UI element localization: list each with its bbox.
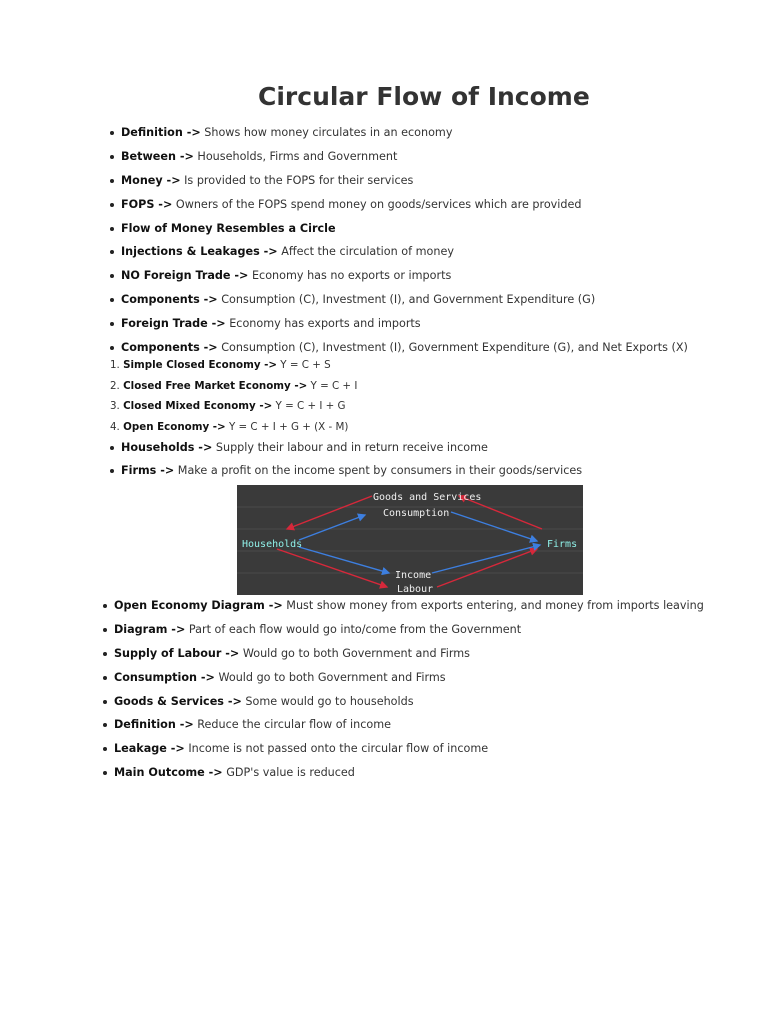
item-text: Part of each flow would go into/come from the Government bbox=[185, 622, 522, 636]
list-item bbox=[121, 126, 688, 150]
item-term: Between -> bbox=[121, 149, 194, 163]
item-text: Reduce the circular flow of income bbox=[193, 718, 392, 732]
item-text: Households, Firms and Government bbox=[193, 149, 398, 163]
bullet-icon bbox=[110, 155, 114, 159]
bullet-icon bbox=[103, 652, 107, 656]
bullet-icon bbox=[110, 227, 114, 231]
item-term: Components -> bbox=[121, 341, 218, 355]
goods-services-label: Goods and Services bbox=[373, 492, 482, 503]
bullet-icon bbox=[110, 298, 114, 302]
item-text: Would go to both Government and Firms bbox=[214, 670, 446, 684]
list-item bbox=[121, 198, 688, 222]
consumption-label: Consumption bbox=[383, 508, 450, 519]
list-item bbox=[121, 174, 688, 198]
bullet-icon bbox=[103, 700, 107, 704]
item-text: Some would go to households bbox=[241, 694, 414, 708]
item-term: Closed Mixed Economy -> bbox=[123, 400, 273, 412]
bullet-icon bbox=[103, 723, 107, 727]
numbered-item bbox=[110, 359, 357, 380]
list-item bbox=[121, 464, 582, 487]
title-container bbox=[0, 82, 768, 118]
item-term: Components -> bbox=[121, 293, 218, 307]
list-item bbox=[114, 766, 704, 790]
bullet-icon bbox=[110, 250, 114, 254]
item-term: Money -> bbox=[121, 173, 181, 187]
item-text: Would go to both Government and Firms bbox=[239, 646, 470, 660]
list-item bbox=[114, 623, 704, 647]
open-economy-list bbox=[114, 599, 704, 790]
bullet-icon bbox=[103, 676, 107, 680]
list-item bbox=[121, 222, 688, 246]
item-term: Open Economy -> bbox=[123, 420, 226, 433]
list-item bbox=[114, 671, 704, 695]
list-item bbox=[114, 647, 704, 671]
list-item bbox=[121, 317, 688, 341]
bullet-icon bbox=[103, 771, 107, 775]
item-text: Consumption (C), Investment (I), Government Expenditure (G), and Net Exports (X) bbox=[217, 341, 688, 355]
item-text: Consumption (C), Investment (I), and Government Expenditure (G) bbox=[217, 293, 596, 307]
item-term: NO Foreign Trade -> bbox=[121, 269, 249, 283]
numbered-item bbox=[110, 380, 357, 401]
equations-list bbox=[110, 359, 357, 441]
item-term: Diagram -> bbox=[114, 622, 186, 636]
item-term: FOPS -> bbox=[121, 197, 173, 211]
list-item bbox=[121, 293, 688, 317]
item-text: Supply their labour and in return receive income bbox=[212, 441, 488, 454]
list-item bbox=[121, 341, 688, 359]
goods-flow-left bbox=[287, 496, 372, 529]
bullet-icon bbox=[110, 322, 114, 326]
list-item bbox=[121, 269, 688, 293]
bullet-icon bbox=[110, 446, 114, 450]
item-text: Y = C + I + G + (X - M) bbox=[225, 420, 349, 433]
numbered-item bbox=[110, 421, 357, 442]
numbered-item bbox=[110, 400, 357, 421]
bullet-icon bbox=[103, 604, 107, 608]
bullet-icon bbox=[103, 747, 107, 751]
item-number: 1. bbox=[110, 359, 120, 371]
item-term: Firms -> bbox=[121, 464, 175, 477]
item-text: Economy has exports and imports bbox=[225, 317, 421, 331]
labour-label: Labour bbox=[397, 584, 434, 595]
consumption-flow-right bbox=[451, 512, 537, 541]
item-text: GDP's value is reduced bbox=[222, 766, 355, 780]
item-term: Goods & Services -> bbox=[114, 694, 242, 708]
page-title: Circular Flow of Income bbox=[258, 82, 590, 111]
sectors-list bbox=[121, 441, 582, 487]
list-item bbox=[114, 695, 704, 719]
consumption-flow-left bbox=[299, 515, 365, 540]
firms-label: Firms bbox=[547, 539, 578, 550]
list-item bbox=[121, 441, 582, 464]
item-text: Is provided to the FOPS for their services bbox=[180, 173, 414, 187]
item-term: Foreign Trade -> bbox=[121, 317, 226, 331]
bullet-icon bbox=[103, 628, 107, 632]
definitions-list bbox=[121, 126, 688, 359]
bullet-icon bbox=[110, 469, 114, 473]
list-item bbox=[114, 742, 704, 766]
list-item bbox=[114, 718, 704, 742]
item-text: Affect the circulation of money bbox=[277, 245, 454, 259]
item-text: Must show money from exports entering, and money from imports leaving bbox=[282, 599, 704, 612]
item-text: Make a profit on the income spent by consumers in their goods/services bbox=[174, 464, 583, 477]
item-number: 2. bbox=[110, 379, 120, 392]
list-item bbox=[114, 599, 704, 623]
item-number: 3. bbox=[110, 400, 120, 412]
item-term: Supply of Labour -> bbox=[114, 646, 240, 660]
item-term: Injections & Leakages -> bbox=[121, 245, 278, 259]
item-term: Leakage -> bbox=[114, 742, 185, 756]
item-term: Flow of Money Resembles a Circle bbox=[121, 221, 336, 235]
item-term: Closed Free Market Economy -> bbox=[123, 379, 308, 392]
list-item bbox=[121, 150, 688, 174]
item-term: Definition -> bbox=[121, 126, 201, 139]
bullet-icon bbox=[110, 274, 114, 278]
bullet-icon bbox=[110, 131, 114, 135]
bullet-icon bbox=[110, 179, 114, 183]
item-text: Owners of the FOPS spend money on goods/services which are provided bbox=[172, 197, 582, 211]
item-term: Definition -> bbox=[114, 718, 194, 732]
bullet-icon bbox=[110, 346, 114, 350]
item-text: Y = C + S bbox=[277, 359, 331, 371]
item-text: Y = C + I bbox=[307, 379, 358, 392]
circular-flow-svg bbox=[237, 485, 583, 595]
item-term: Households -> bbox=[121, 441, 213, 454]
item-text: Shows how money circulates in an economy bbox=[200, 126, 453, 139]
bullet-icon bbox=[110, 203, 114, 207]
households-label: Households bbox=[242, 539, 303, 550]
income-label: Income bbox=[395, 570, 432, 581]
item-text: Economy has no exports or imports bbox=[248, 269, 452, 283]
circular-flow-diagram bbox=[237, 485, 583, 595]
list-item bbox=[121, 245, 688, 269]
item-text: Income is not passed onto the circular flow of income bbox=[184, 742, 489, 756]
item-term: Consumption -> bbox=[114, 670, 215, 684]
item-text: Y = C + I + G bbox=[272, 400, 346, 412]
item-term: Main Outcome -> bbox=[114, 766, 223, 780]
item-term: Simple Closed Economy -> bbox=[123, 359, 278, 371]
item-term: Open Economy Diagram -> bbox=[114, 599, 283, 612]
item-number: 4. bbox=[110, 420, 120, 433]
